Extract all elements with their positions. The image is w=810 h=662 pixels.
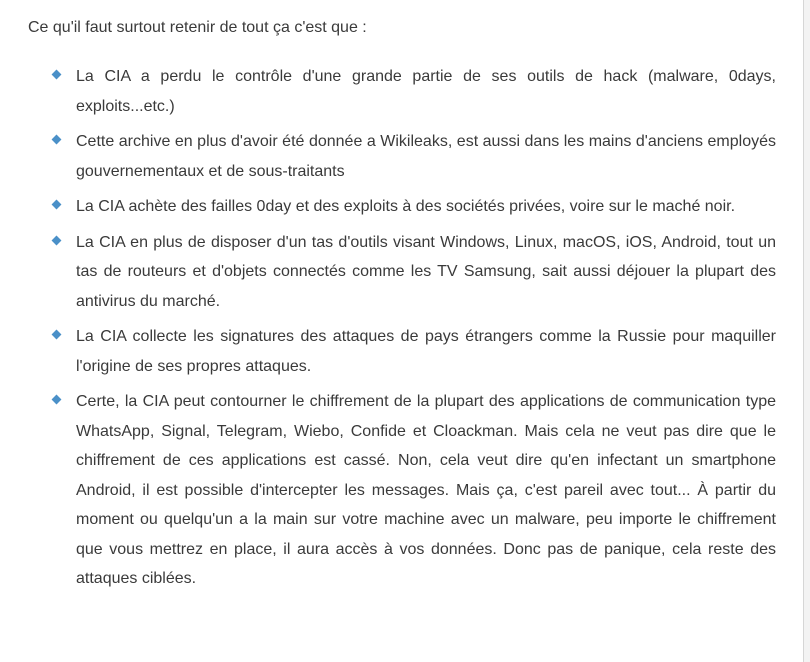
list-item-text: Certe, la CIA peut contourner le chiffrement de la plupart des applications de communication type WhatsApp, Signal, Telegram, Wiebo, Confide et Cloackman. Mais cela ne veut pas dire que le chiffrement de ces applications est cassé. Non, cela veut dire qu'en infectant un smartphone Android, il est possible d'intercepter les messages. Mais ça, c'est pareil avec tout... À partir du moment ou quelqu'un a la main sur votre machine avec un malware, peu importe le chiffrement que vous mettrez en place, il aura accès à vos données. Donc pas de panique, cela reste des attaques ciblées.: [76, 393, 776, 587]
list-item: [76, 127, 776, 186]
list-item: [76, 387, 776, 594]
list-item-text: La CIA en plus de disposer d'un tas d'outils visant Windows, Linux, macOS, iOS, Android, tout un tas de routeurs et d'objets connectés comme les TV Samsung, sait aussi déjouer la plupart des antivirus du marché.: [76, 233, 776, 310]
intro-paragraph: Ce qu'il faut surtout retenir de tout ça c'est que :: [28, 19, 367, 36]
scrollbar-track[interactable]: [803, 0, 810, 662]
list-item-text: La CIA achète des failles 0day et des exploits à des sociétés privées, voire sur le maché noir.: [76, 198, 736, 215]
diamond-bullet-icon: [52, 395, 62, 405]
diamond-bullet-icon: [52, 200, 62, 210]
list-item-text: Cette archive en plus d'avoir été donnée a Wikileaks, est aussi dans les mains d'anciens employés gouvernementaux et de sous-traitants: [76, 133, 776, 180]
diamond-bullet-icon: [52, 135, 62, 145]
list-item: [76, 62, 776, 121]
list-item: [76, 228, 776, 317]
diamond-bullet-icon: [52, 70, 62, 80]
diamond-bullet-icon: [52, 235, 62, 245]
diamond-bullet-icon: [52, 330, 62, 340]
list-item-text: La CIA collecte les signatures des attaques de pays étrangers comme la Russie pour maquiller l'origine de ses propres attaques.: [76, 328, 776, 375]
list-item: [76, 192, 776, 222]
list-item: [76, 322, 776, 381]
key-points-list: [76, 62, 776, 600]
list-item-text: La CIA a perdu le contrôle d'une grande partie de ses outils de hack (malware, 0days, exploits...etc.): [76, 68, 776, 115]
